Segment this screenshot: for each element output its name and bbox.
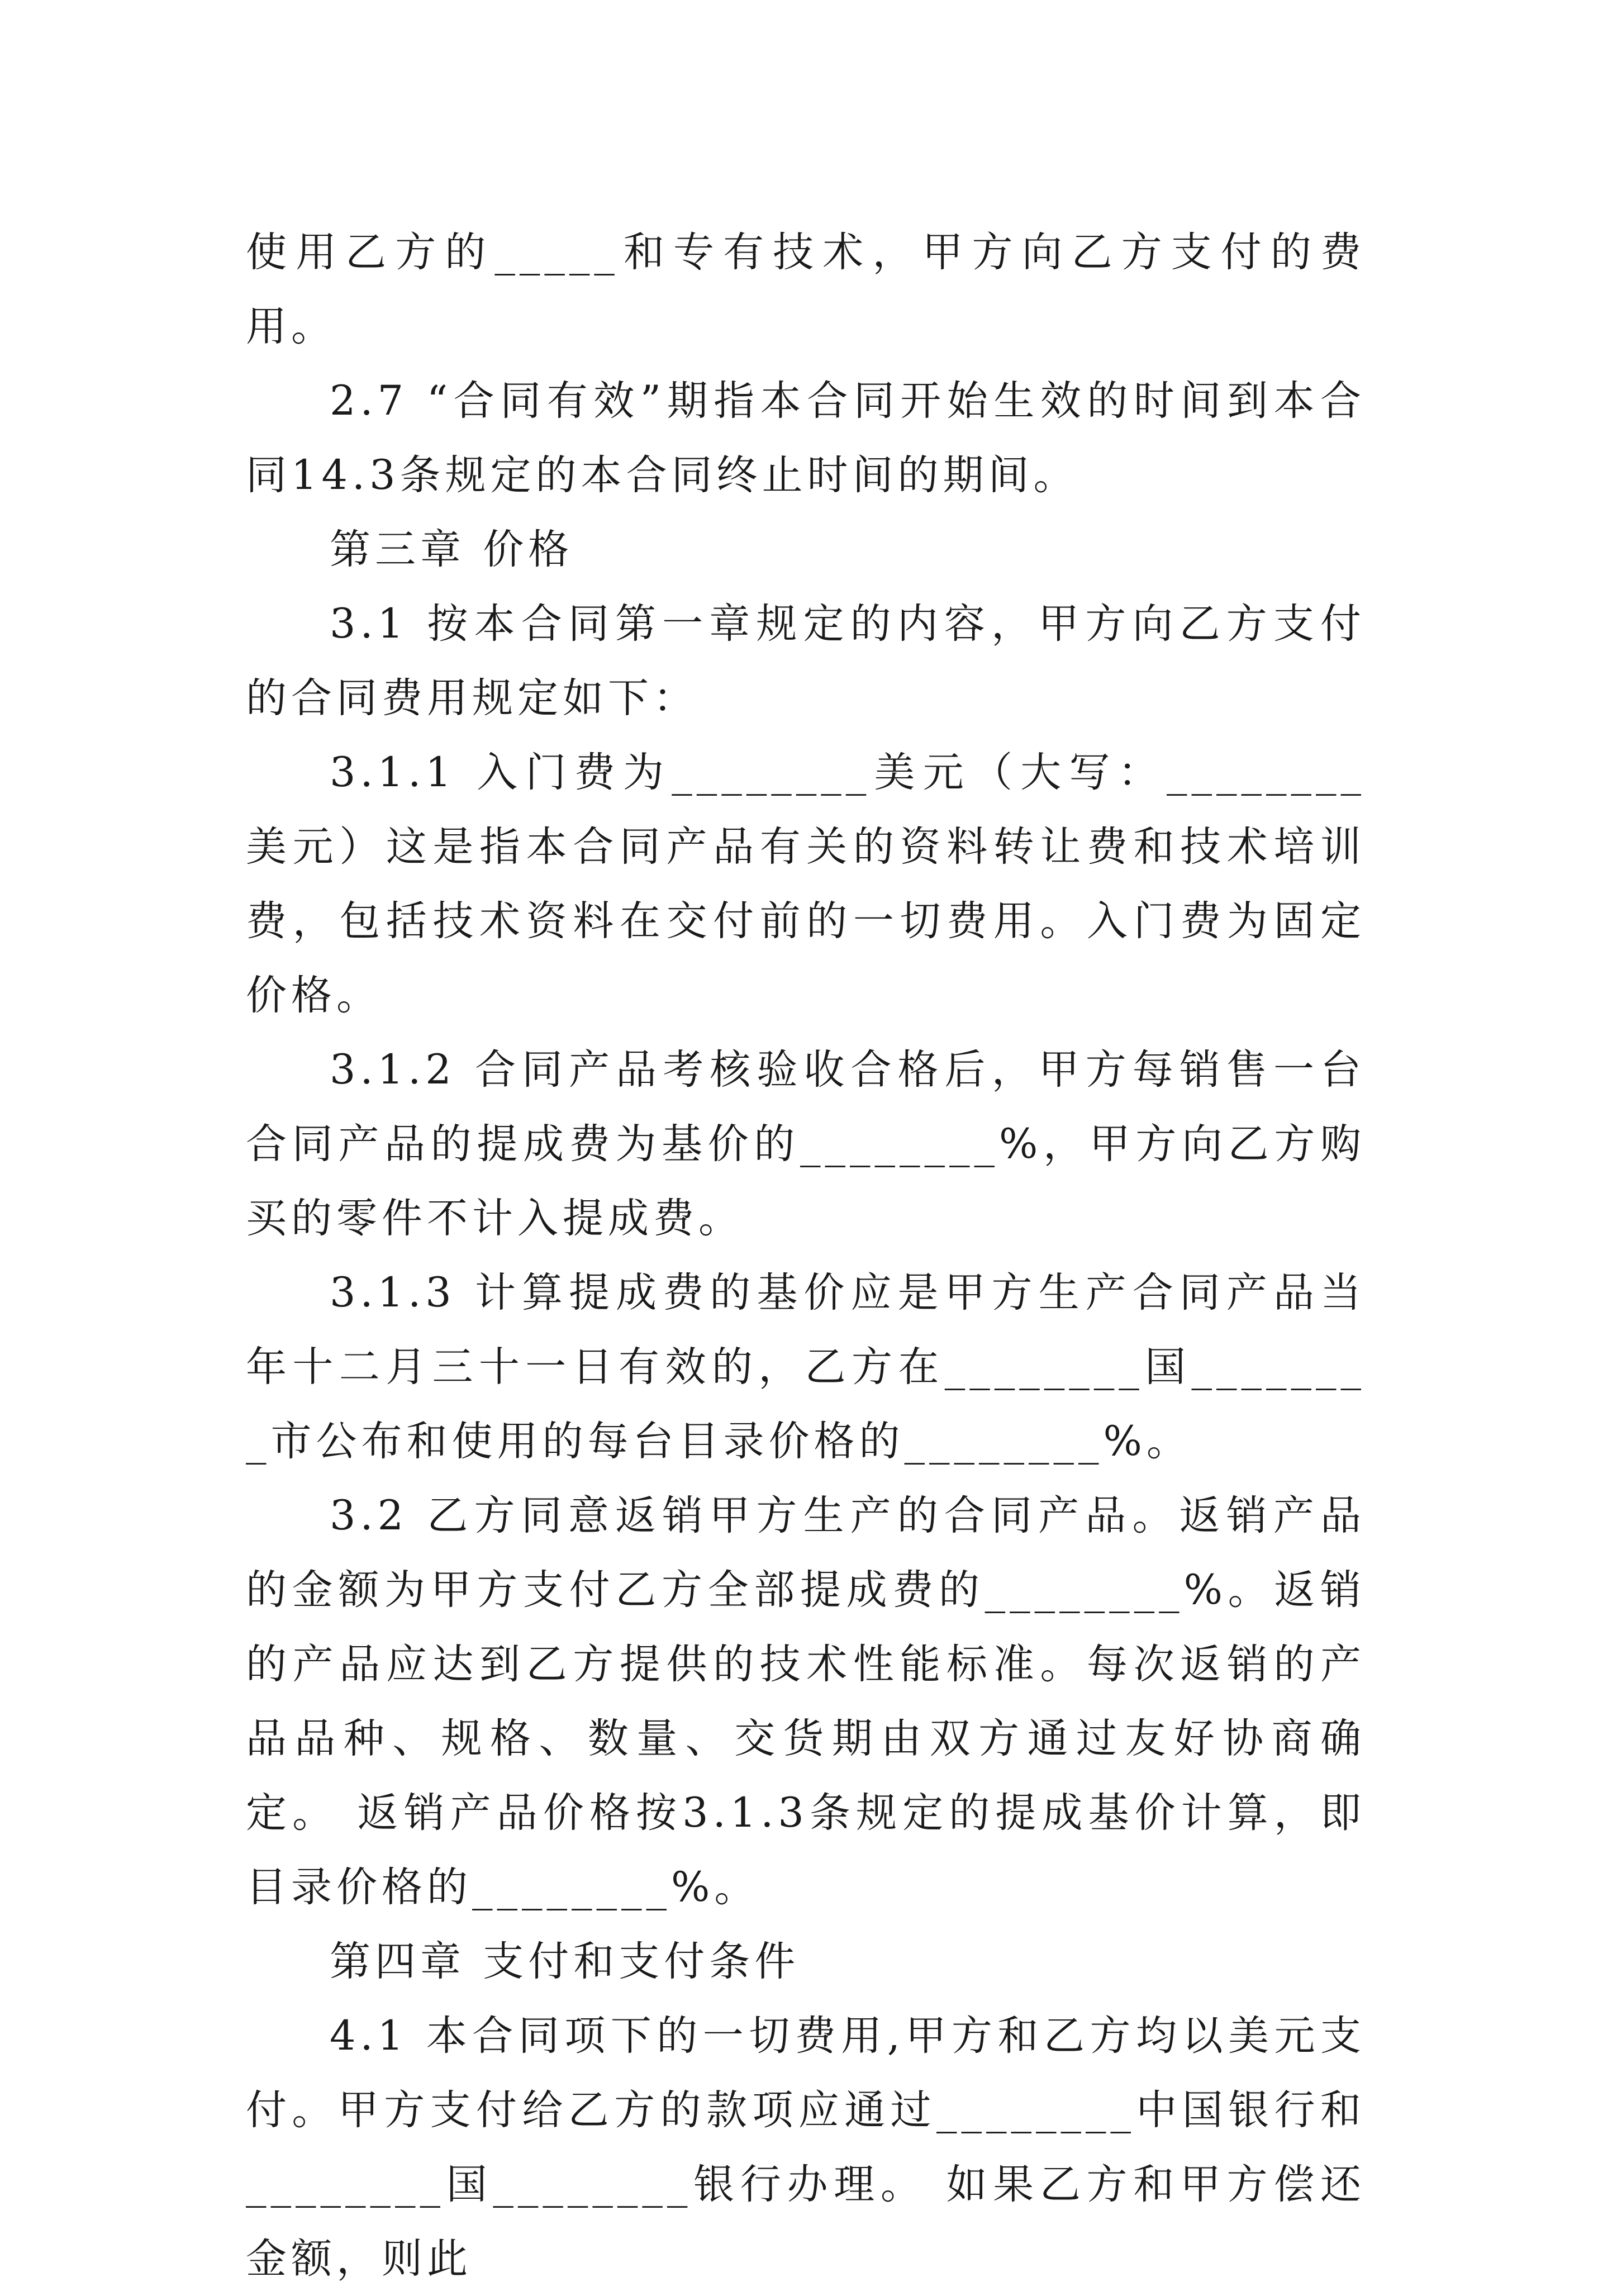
clause-3-1-2: 3.1.2 合同产品考核验收合格后，甲方每销售一台合同产品的提成费为基价的________%，甲方向乙方购买的零件不计入提成费。 [246, 1046, 1366, 1242]
chapter-3-heading: 第三章 价格 [330, 526, 574, 573]
clause-3-1: 3.1 按本合同第一章规定的内容，甲方向乙方支付的合同费用规定如下： [246, 600, 1366, 722]
chapter-4-heading: 第四章 支付和支付条件 [330, 1938, 800, 1985]
clause-3-2: 3.2 乙方同意返销甲方生产的合同产品。返销产品的金额为甲方支付乙方全部提成费的________%。返销的产品应达到乙方提供的技术性能标准。每次返销的产品品种、规格、数量、交货期由双方通过友好协商确定。 返销产品价格按3.1.3条规定的提成基价计算，即目录价格的________%。 [246, 1492, 1366, 1911]
clause-2-7: 2.7 “合同有效”期指本合同开始生效的时间到本合同14.3条规定的本合同终止时间的期间。 [246, 377, 1366, 499]
contract-body [246, 215, 1366, 2296]
clause-3-1-3: 3.1.3 计算提成费的基价应是甲方生产合同产品当年十二月三十一日有效的，乙方在________国________市公布和使用的每台目录价格的________%。 [246, 1269, 1366, 1465]
clause-2-6-continuation: 使用乙方的_____和专有技术，甲方向乙方支付的费用。 [246, 229, 1366, 350]
clause-3-1-1: 3.1.1 入门费为________美元（大写：________美元）这是指本合同产品有关的资料转让费和技术培训费，包括技术资料在交付前的一切费用。入门费为固定价格。 [246, 749, 1366, 1019]
clause-4-1: 4.1 本合同项下的一切费用,甲方和乙方均以美元支付。甲方支付给乙方的款项应通过________中国银行和________国________银行办理。 如果乙方和甲方偿还金额，则此 [246, 2012, 1366, 2283]
